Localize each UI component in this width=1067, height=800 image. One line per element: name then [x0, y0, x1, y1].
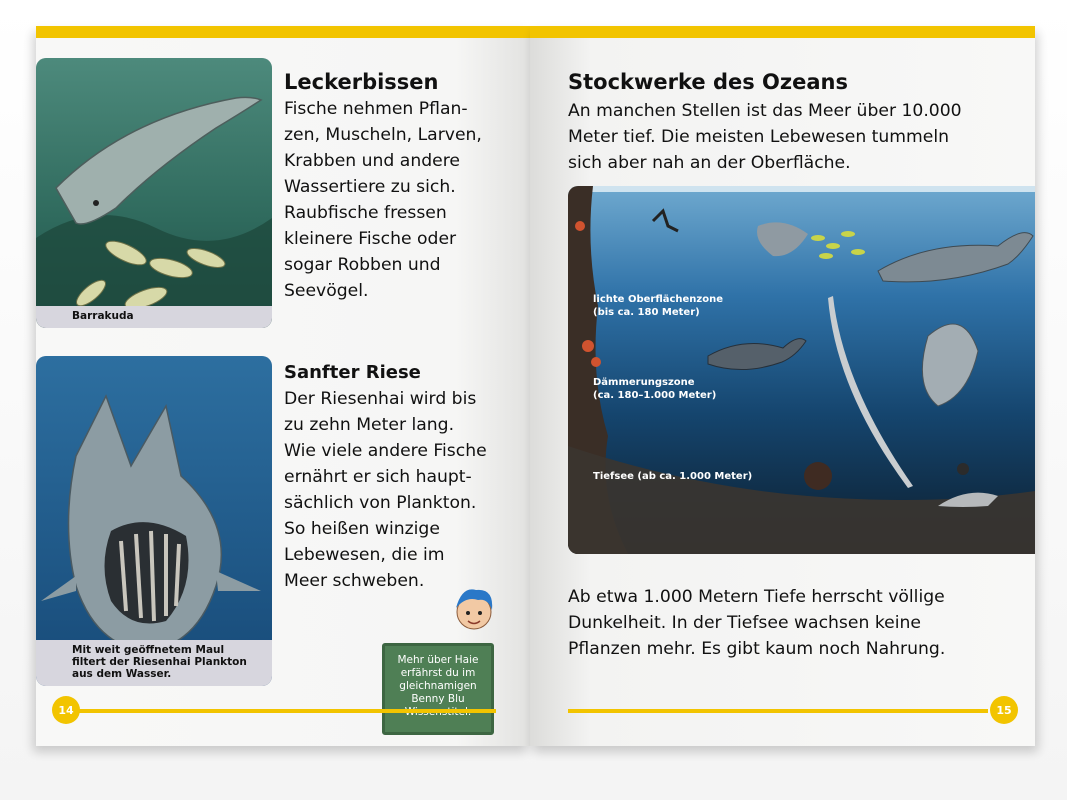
text-line: Wassertiere zu sich. [284, 177, 456, 197]
top-color-bar [530, 26, 1035, 38]
text-line: Fische nehmen Pflan- [284, 99, 468, 119]
top-color-bar [36, 26, 530, 38]
sign-line: gleichnamigen [399, 680, 477, 692]
basking-shark-drawing [36, 356, 272, 686]
ocean-zones-illustration [568, 186, 1035, 554]
footer-line [568, 709, 988, 713]
zone-depth: (bis ca. 180 Meter) [593, 307, 700, 318]
text-line: Raubfische fressen [284, 203, 447, 223]
text-line: Lebewesen, die im [284, 545, 445, 565]
text-line: Wie viele andere Fische [284, 441, 487, 461]
sign-line: erfährst du im [400, 667, 476, 679]
caption-line: Mit weit geöffnetem Maul [72, 644, 225, 656]
right-page [530, 26, 1035, 746]
text-line: Ab etwa 1.000 Metern Tiefe herrscht völlige [568, 587, 945, 607]
zone-label-twilight [593, 376, 716, 402]
page-title: Stockwerke des Ozeans [568, 70, 848, 94]
zone-name: Dämmerungszone [593, 377, 695, 388]
info-sign [382, 643, 494, 735]
zone-name: lichte Oberflächenzone [593, 294, 724, 305]
image-caption [36, 640, 272, 686]
sign-line: Mehr über Haie [397, 654, 479, 666]
text-line: Der Riesenhai wird bis [284, 389, 477, 409]
zone-name: Tiefsee (ab ca. 1.000 Meter) [593, 471, 753, 482]
section-title: Sanfter Riese [284, 362, 421, 383]
text-line: sich aber nah an der Oberfläche. [568, 153, 851, 173]
footer-line [76, 709, 496, 713]
text-line: Krabben und andere [284, 151, 460, 171]
text-line: kleinere Fische oder [284, 229, 457, 249]
outro-text [568, 584, 1028, 662]
barracuda-illustration [36, 58, 272, 328]
section-leckerbissen [284, 68, 524, 304]
sign-line: Benny Blu [411, 693, 465, 705]
text-line: zen, Muscheln, Larven, [284, 125, 482, 145]
text-line: Meer schweben. [284, 571, 425, 591]
text-line: Meter tief. Die meisten Lebewesen tummeln [568, 127, 950, 147]
caption-line: filtert der Riesenhai Plankton [72, 656, 247, 668]
basking-shark-illustration [36, 356, 272, 686]
page-number: 15 [990, 696, 1018, 724]
intro-text [568, 98, 1028, 176]
text-line: sächlich von Plankton. [284, 493, 477, 513]
text-line: zu zehn Meter lang. [284, 415, 455, 435]
page-number: 14 [52, 696, 80, 724]
image-caption: Barrakuda [36, 306, 272, 328]
zone-depth: (ca. 180–1.000 Meter) [593, 390, 717, 401]
caption-line: aus dem Wasser. [72, 668, 172, 680]
zone-label-surface [593, 293, 723, 319]
zone-label-deep-sea [593, 470, 752, 483]
left-page [36, 26, 530, 746]
mascot-icon [444, 582, 504, 632]
text-line: An manchen Stellen ist das Meer über 10.000 [568, 101, 962, 121]
text-line: Dunkelheit. In der Tiefsee wachsen keine [568, 613, 921, 633]
barracuda-drawing [36, 58, 272, 328]
ocean-drawing [568, 186, 1035, 554]
text-line: Seevögel. [284, 281, 369, 301]
text-line: Pflanzen mehr. Es gibt kaum noch Nahrung. [568, 639, 946, 659]
text-line: sogar Robben und [284, 255, 441, 275]
section-title: Leckerbissen [284, 70, 439, 94]
text-line: So heißen winzige [284, 519, 440, 539]
text-line: ernährt er sich haupt- [284, 467, 472, 487]
section-sanfter-riese [284, 360, 524, 594]
